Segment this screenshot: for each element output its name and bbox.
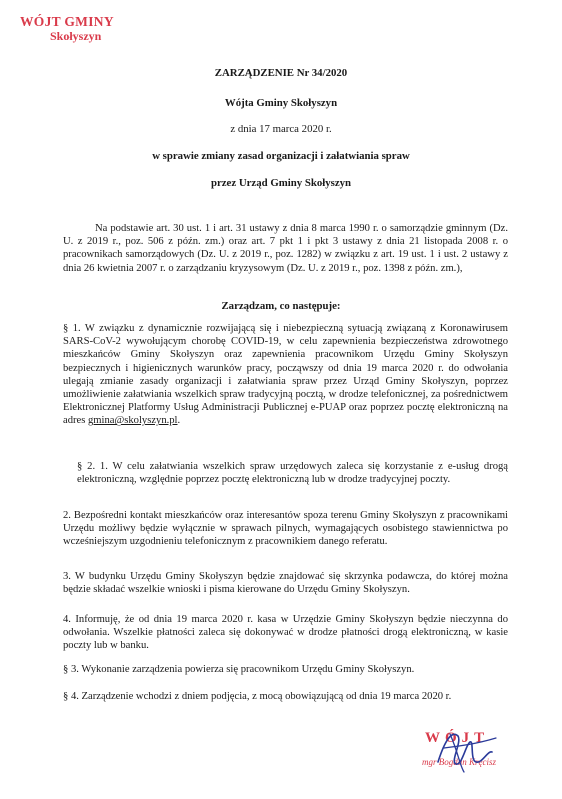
- document-title: ZARZĄDZENIE Nr 34/2020: [214, 67, 348, 79]
- section-4: § 4. Zarządzenie wchodzi z dniem podjęcia, z mocą obowiązującą od dnia 19 marca 2020 r.: [63, 691, 452, 702]
- handwritten-signature: [400, 722, 535, 777]
- section-2-point-2: 2. Bezpośredni kontakt mieszkańców oraz interesantów spoza terenu Gminy Skołyszyn z pracownikami Urzędu możliwy będzie wyłącznie w sprawach pilnych, wymagających osobistego stawiennictwa po wcześniejszym uzgodnieniu telefonicznym z pracownikiem danego referatu.: [63, 510, 508, 548]
- section-2-point-4: 4. Informuję, że od dnia 19 marca 2020 r. kasa w Urzędzie Gminy Skołyszyn będzie nieczynna do odwołania. Wszelkie płatności zaleca się dokonywać w drodze płatności drogą elektroniczną, w kasie poczty lub w banku.: [63, 614, 508, 652]
- document-subject-line-2: przez Urząd Gminy Skołyszyn: [210, 177, 352, 189]
- document-date: z dnia 17 marca 2020 r.: [230, 123, 332, 135]
- document-issuer: Wójta Gminy Skołyszyn: [224, 97, 338, 109]
- signature-stamp-title: WÓJT: [425, 730, 490, 746]
- section-1-end: .: [177, 415, 181, 427]
- preamble: Na podstawie art. 30 ust. 1 i art. 31 ustawy z dnia 8 marca 1990 r. o samorządzie gminnym (Dz. U. z 2019 r., poz. 506 z późn. zm.) oraz art. 7 pkt 1 i pkt 3 ustawy z dnia 21 listopada 2008 r. o pracownikach samorządowych (Dz. U. z 2019 r., poz. 1282) w związku z art. 19 ust. 1 i ust. 2 ustawy z dnia 26 kwietnia 2007 r. o zarządzaniu kryzysowym (Dz. U. z 2019 r., poz. 1398 z późn. zm.),: [63, 223, 508, 274]
- order-heading: Zarządzam, co następuje:: [221, 300, 341, 312]
- section-1-text: § 1. W związku z dynamicznie rozwijającą się i niebezpieczną sytuacją związaną z Koronawirusem SARS-CoV-2 wywołującym chorobę COVID-19, w celu zapewnienia bezpieczeństwa zdrowotnego mieszkańców Gminy Skołyszyn oraz zapewnienia pracownikom Urzędu Gminy Skołyszyn bezpiecznych i higienicznych warunków pracy, począwszy od dnia 19 marca 2020 r. do odwołania ulegają zmianie zasady organizacji i załatwiania spraw przez Urząd Gminy Skołyszyn, poprzez umożliwienie załatwiania wszelkich spraw tradycyjną pocztą, w drodze telefonicznej, za pośrednictwem Elektronicznej Platformy Usług Administracji Publicznej e-PUAP oraz poprzez pocztę elektroniczną na adres: [63, 323, 508, 427]
- section-1: [63, 322, 508, 428]
- signature-stamp-name: mgr Bogdan Kręcisz: [422, 757, 496, 767]
- document-subject-line-1: w sprawie zmiany zasad organizacji i załatwiania spraw: [152, 150, 410, 162]
- wojt-stamp: [20, 15, 114, 43]
- section-2-point-1: § 2. 1. W celu załatwiania wszelkich spraw urzędowych zaleca się korzystanie z e-usług drogą elektroniczną, względnie poprzez pocztę elektroniczną lub w drodze tradycyjnej poczty.: [77, 461, 508, 486]
- email-link[interactable]: gmina@skolyszyn.pl: [88, 415, 178, 427]
- stamp-line-1: WÓJT GMINY: [20, 14, 114, 29]
- section-2-point-3: 3. W budynku Urzędu Gminy Skołyszyn będzie znajdować się skrzynka podawcza, do której można będzie składać wszelkie wnioski i pisma kierowane do Urzędu Gminy Skołyszyn.: [63, 571, 508, 596]
- stamp-line-2: Skołyszyn: [50, 29, 102, 43]
- section-3: § 3. Wykonanie zarządzenia powierza się pracownikom Urzędu Gminy Skołyszyn.: [63, 664, 415, 675]
